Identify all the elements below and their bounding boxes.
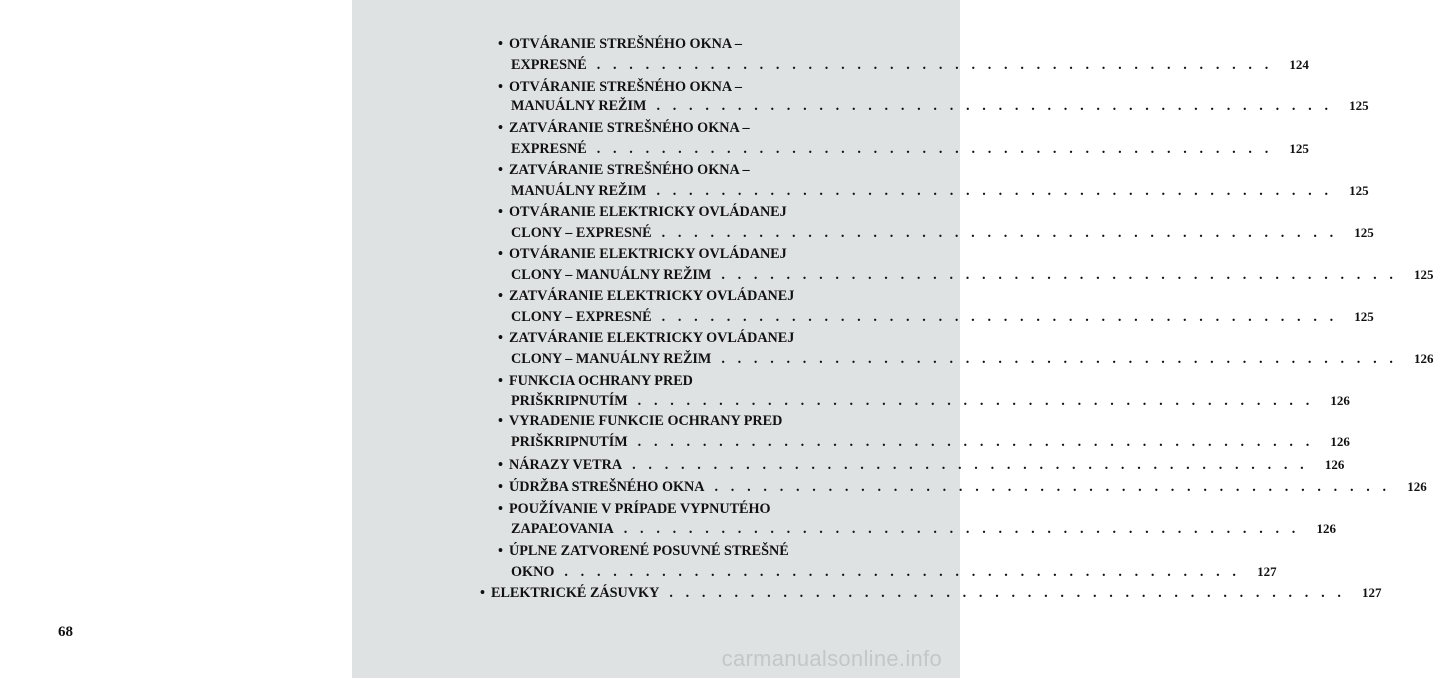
- toc-page-number: 126: [1324, 457, 1345, 472]
- toc-page-number: 126: [1316, 521, 1336, 536]
- toc-entry-label: [498, 455, 632, 475]
- toc-entry-text: CLONY – MANUÁLNY REŽIM: [511, 267, 712, 283]
- toc-page-number: 124: [1289, 57, 1309, 72]
- dot-leader: . . . . . . . . . . . . . . . . . . . . . . . . . . . . . . . . . . . . . . . . . .: [632, 457, 1309, 473]
- toc-entry-first-line: [498, 244, 787, 264]
- toc-leader-line: [511, 519, 1336, 539]
- bullet-icon: •: [498, 204, 503, 220]
- bullet-icon: •: [498, 36, 503, 52]
- toc-entry-label: [511, 55, 597, 75]
- toc-entry-text: CLONY – MANUÁLNY REŽIM: [511, 351, 712, 367]
- toc-page-number: 126: [1330, 434, 1350, 449]
- toc-entry-text: ELEKTRICKÉ ZÁSUVKY: [491, 585, 660, 601]
- toc-entry-label: [511, 519, 624, 539]
- bullet-icon: •: [498, 288, 503, 304]
- toc-entry-label: [511, 265, 721, 285]
- toc-entry-text: OTVÁRANIE STREŠNÉHO OKNA –: [509, 36, 742, 52]
- toc-page-number: 126: [1414, 351, 1434, 366]
- dot-leader: . . . . . . . . . . . . . . . . . . . . . . . . . . . . . . . . . . . . . . . . . .: [661, 309, 1338, 325]
- toc-entry-first-line: [498, 160, 750, 180]
- dot-leader: . . . . . . . . . . . . . . . . . . . . . . . . . . . . . . . . . . . . . . . . . .: [714, 479, 1391, 495]
- page-number: 68: [58, 624, 73, 640]
- right-page: [352, 0, 1434, 678]
- toc-entry-text: MANUÁLNY REŽIM: [511, 183, 647, 199]
- toc-entry-first-line: [498, 34, 742, 54]
- toc-entry-text: ZATVÁRANIE STREŠNÉHO OKNA –: [509, 162, 750, 178]
- left-page: [0, 0, 352, 678]
- toc-page-number: 125: [1354, 309, 1374, 324]
- toc-entry-text: PRIŠKRIPNUTÍM: [511, 393, 628, 409]
- toc-entry-text: ZATVÁRANIE ELEKTRICKY OVLÁDANEJ: [509, 330, 795, 346]
- toc-entry-label: [511, 223, 662, 243]
- toc-entry-text: ÚPLNE ZATVORENÉ POSUVNÉ STREŠNÉ: [509, 543, 789, 559]
- toc-leader-line: [511, 307, 1374, 327]
- bullet-icon: •: [480, 585, 485, 601]
- toc-page-number: 126: [1407, 479, 1427, 494]
- toc-entry-label: [511, 181, 656, 201]
- toc-entry-label: [511, 562, 564, 582]
- toc-entry-first-line: [498, 202, 787, 222]
- toc-entry-first-line: [498, 541, 789, 561]
- toc-page-number: 125: [1354, 225, 1374, 240]
- bullet-icon: •: [498, 543, 503, 559]
- toc-page-number: 125: [1289, 141, 1309, 156]
- bullet-icon: •: [498, 79, 503, 95]
- toc-leader-line: [498, 477, 1427, 497]
- toc-entry-text: FUNKCIA OCHRANY PRED: [509, 373, 693, 389]
- toc-entry-first-line: [498, 77, 742, 97]
- bullet-icon: •: [498, 162, 503, 178]
- toc-entry-label: [511, 349, 721, 369]
- toc-page-number: 125: [1414, 267, 1434, 282]
- toc-leader-line: [498, 455, 1345, 475]
- dot-leader: . . . . . . . . . . . . . . . . . . . . . . . . . . . . . . . . . . . . . . . . . .: [564, 564, 1241, 580]
- toc-entry-text: CLONY – EXPRESNÉ: [511, 309, 652, 325]
- toc-leader-line: [511, 96, 1369, 116]
- toc-leader-line: [511, 349, 1434, 369]
- toc-entry-text: PRIŠKRIPNUTÍM: [511, 434, 628, 450]
- toc-entry-text: EXPRESNÉ: [511, 57, 587, 73]
- toc-entry-first-line: [498, 411, 782, 431]
- bullet-icon: •: [498, 413, 503, 429]
- toc-entry-first-line: [498, 371, 693, 391]
- toc-entry-text: NÁRAZY VETRA: [509, 457, 623, 473]
- dot-leader: . . . . . . . . . . . . . . . . . . . . . . . . . . . . . . . . . . . . . . . . . .: [656, 183, 1333, 199]
- toc-entry-text: ZATVÁRANIE STREŠNÉHO OKNA –: [509, 120, 750, 136]
- bullet-icon: •: [498, 330, 503, 346]
- toc-entry-label: [511, 307, 662, 327]
- toc-entry-text: ZAPAĽOVANIA: [511, 521, 614, 537]
- toc-leader-line: [511, 181, 1369, 201]
- toc-leader-line: [511, 55, 1309, 75]
- dot-leader: . . . . . . . . . . . . . . . . . . . . . . . . . . . . . . . . . . . . . . . . . .: [637, 393, 1314, 409]
- toc-entry-text: VYRADENIE FUNKCIE OCHRANY PRED: [509, 413, 783, 429]
- toc-entry-text: OTVÁRANIE ELEKTRICKY OVLÁDANEJ: [509, 204, 787, 220]
- dot-leader: . . . . . . . . . . . . . . . . . . . . . . . . . . . . . . . . . . . . . . . . . .: [661, 225, 1338, 241]
- dot-leader: . . . . . . . . . . . . . . . . . . . . . . . . . . . . . . . . . . . . . . . . . .: [721, 267, 1398, 283]
- toc-leader-line: [511, 139, 1309, 159]
- toc-entry-label: [511, 139, 597, 159]
- toc-page-number: 126: [1330, 393, 1350, 408]
- toc-entry-first-line: [498, 286, 794, 306]
- dot-leader: . . . . . . . . . . . . . . . . . . . . . . . . . . . . . . . . . . . . . . . . . .: [669, 585, 1346, 601]
- toc-leader-line: [511, 391, 1350, 411]
- toc-entry-first-line: [498, 328, 794, 348]
- toc-leader-line: [511, 432, 1350, 452]
- table-of-contents: [352, 0, 1434, 678]
- toc-entry-label: [511, 432, 638, 452]
- watermark: carmanualsonline.info: [721, 646, 942, 671]
- dot-leader: . . . . . . . . . . . . . . . . . . . . . . . . . . . . . . . . . . . . . . . . . .: [721, 351, 1398, 367]
- toc-entry-label: [511, 96, 656, 116]
- toc-entry-text: EXPRESNÉ: [511, 141, 587, 157]
- toc-entry-first-line: [498, 118, 750, 138]
- dot-leader: . . . . . . . . . . . . . . . . . . . . . . . . . . . . . . . . . . . . . . . . . .: [623, 521, 1300, 537]
- bullet-icon: •: [498, 479, 503, 495]
- dot-leader: . . . . . . . . . . . . . . . . . . . . . . . . . . . . . . . . . . . . . . . . . .: [596, 57, 1273, 73]
- toc-entry-text: MANUÁLNY REŽIM: [511, 98, 647, 114]
- toc-entry-first-line: [498, 499, 771, 519]
- dot-leader: . . . . . . . . . . . . . . . . . . . . . . . . . . . . . . . . . . . . . . . . . .: [596, 141, 1273, 157]
- toc-entry-text: OTVÁRANIE STREŠNÉHO OKNA –: [509, 79, 742, 95]
- bullet-icon: •: [498, 501, 503, 517]
- bullet-icon: •: [498, 246, 503, 262]
- toc-entry-label: [498, 477, 715, 497]
- toc-entry-text: CLONY – EXPRESNÉ: [511, 225, 652, 241]
- toc-entry-text: ÚDRŽBA STREŠNÉHO OKNA: [509, 479, 705, 495]
- toc-page-number: 127: [1257, 564, 1277, 579]
- toc-entry-text: ZATVÁRANIE ELEKTRICKY OVLÁDANEJ: [509, 288, 795, 304]
- dot-leader: . . . . . . . . . . . . . . . . . . . . . . . . . . . . . . . . . . . . . . . . . .: [656, 98, 1333, 114]
- bullet-icon: •: [498, 120, 503, 136]
- toc-entry-text: OKNO: [511, 564, 555, 580]
- toc-leader-line: [511, 265, 1434, 285]
- toc-page-number: 127: [1362, 585, 1382, 600]
- toc-entry-text: OTVÁRANIE ELEKTRICKY OVLÁDANEJ: [509, 246, 787, 262]
- toc-page-number: 125: [1349, 183, 1369, 198]
- toc-entry-label: [511, 391, 638, 411]
- bullet-icon: •: [498, 373, 503, 389]
- toc-entry-label: [480, 583, 669, 603]
- toc-entry-text: POUŽÍVANIE V PRÍPADE VYPNUTÉHO: [509, 501, 771, 517]
- toc-leader-line: [511, 223, 1374, 243]
- toc-leader-line: [480, 583, 1382, 603]
- dot-leader: . . . . . . . . . . . . . . . . . . . . . . . . . . . . . . . . . . . . . . . . . .: [637, 434, 1314, 450]
- bullet-icon: •: [498, 457, 503, 473]
- toc-page-number: 125: [1349, 98, 1369, 113]
- toc-leader-line: [511, 562, 1277, 582]
